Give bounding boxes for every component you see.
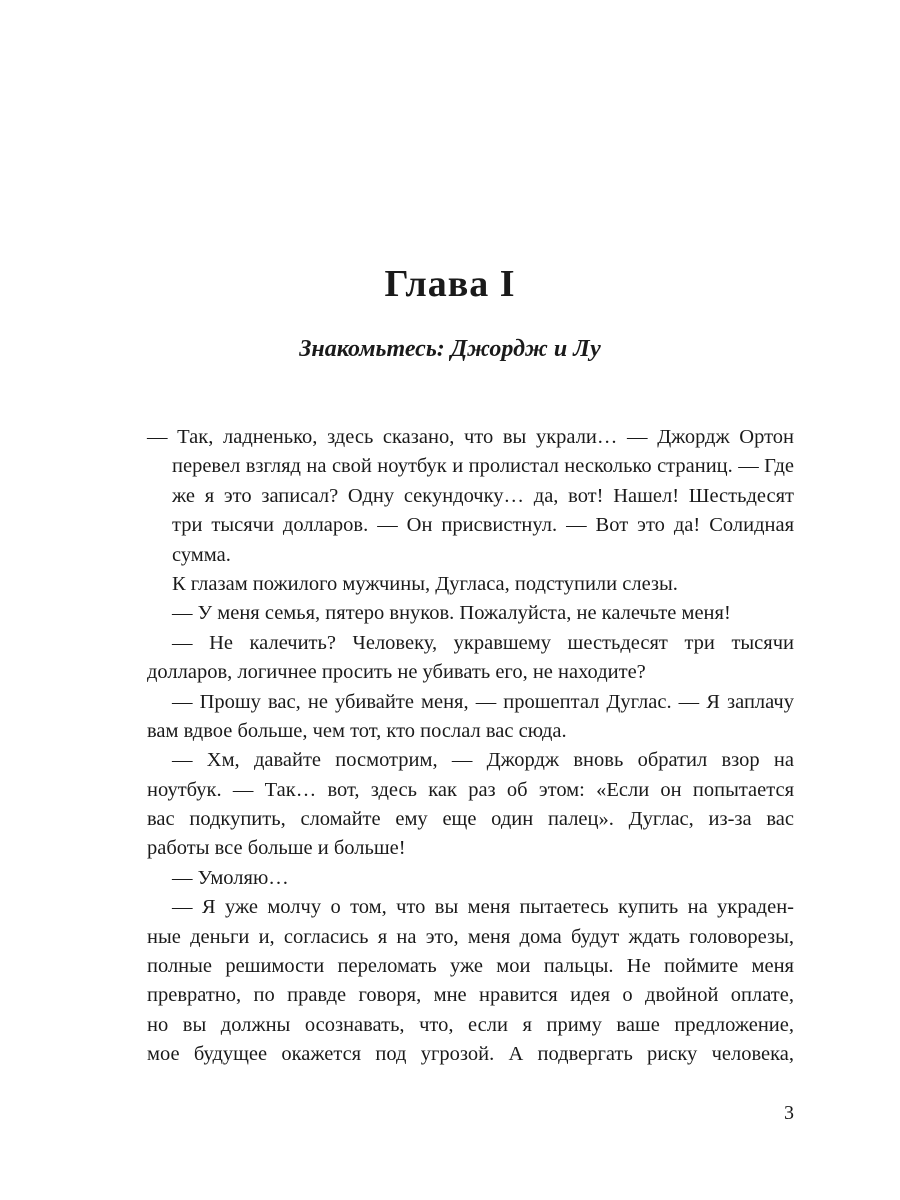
text-line: три тысячи долларов. — Он присвистнул. — Вот это да! Солидная [172,514,794,537]
text-line: вам вдвое больше, чем тот, кто послал вас сюда. [147,719,567,742]
text-line: но вы должны осознавать, что, если я приму ваше предложение, [147,1013,794,1036]
text-line: — Я уже молчу о том, что вы меня пытаетесь купить на украден- [172,896,794,919]
page-number: 3 [784,1102,794,1124]
chapter-title: Глава I [384,263,516,305]
text-line: сумма. [172,543,231,566]
text-line: перевел взгляд на свой ноутбук и пролистал несколько страниц. — Где [172,455,794,478]
text-line: — Умоляю… [172,866,289,889]
text-line: ноутбук. — Так… вот, здесь как раз об этом: «Если он попытается [147,778,794,801]
text-line: — Прошу вас, не убивайте меня, — прошептал Дуглас. — Я заплачу [172,690,794,713]
text-line: — Хм, давайте посмотрим, — Джордж вновь обратил взор на [172,749,794,772]
text-line: превратно, по правде говоря, мне нравится идея о двойной оплате, [147,984,794,1007]
text-line: ные деньги и, согласись я на это, меня дома будут ждать головорезы, [147,925,794,948]
chapter-subtitle: Знакомьтесь: Джордж и Лу [299,336,601,362]
text-line: работы все больше и больше! [147,837,406,860]
body-text [147,423,794,1070]
text-line: — Не калечить? Человеку, укравшему шестьдесят три тысячи [172,631,794,654]
text-line: К глазам пожилого мужчины, Дугласа, подступили слезы. [172,572,678,595]
text-line: долларов, логичнее просить не убивать его, не находите? [147,661,646,684]
text-line: — У меня семья, пятеро внуков. Пожалуйста, не калечьте меня! [172,602,731,625]
text-line: мое будущее окажется под угрозой. А подвергать риску человека, [147,1043,794,1066]
text-line: полные решимости переломать уже мои пальцы. Не поймите меня [147,955,794,978]
text-line: вас подкупить, сломайте ему еще один палец». Дуглас, из-за вас [147,808,794,831]
text-line: же я это записал? Одну секундочку… да, вот! Нашел! Шестьдесят [172,484,794,507]
text-line: — Так, ладненько, здесь сказано, что вы украли… — Джордж Ортон [147,426,794,448]
